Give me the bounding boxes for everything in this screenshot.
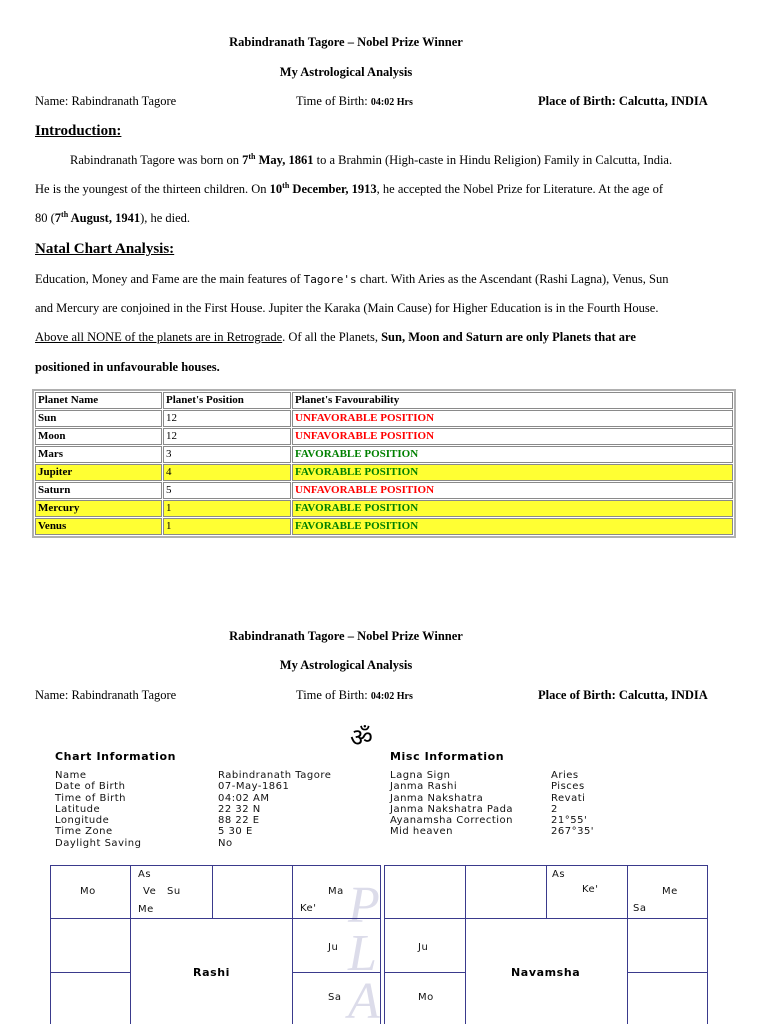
natal-text: chart. With Aries as the Ascendant (Rashi Lagna), Venus, Sun <box>359 272 669 286</box>
rashi-jupiter: Ju <box>328 942 339 953</box>
info-value: 22 32 N <box>218 803 261 815</box>
info-value: Revati <box>551 792 586 804</box>
ordinal: th <box>282 180 290 190</box>
info-value: 04:02 AM <box>218 792 270 804</box>
info-label: Daylight Saving <box>55 837 142 849</box>
info-label: Time Zone <box>55 826 113 838</box>
rashi-moon: Mo <box>80 886 96 897</box>
planet-status: UNFAVORABLE POSITION <box>292 428 733 445</box>
rashi-ketu: Ke' <box>300 903 317 914</box>
info-label: Latitude <box>55 803 101 815</box>
time-of-birth-label: Time of Birth: <box>296 94 368 108</box>
navamsha-mercury: Me <box>662 886 678 897</box>
planet-position: 4 <box>163 464 291 481</box>
info-label: Janma Rashi <box>390 781 458 793</box>
natal-chart-heading: Natal Chart Analysis: <box>35 241 175 257</box>
info-value: 07-May-1861 <box>218 781 290 793</box>
planet-name: Venus <box>35 518 162 535</box>
time-of-birth-label: Time of Birth: <box>296 688 368 702</box>
info-label: Lagna Sign <box>390 770 451 781</box>
rashi-saturn: Sa <box>328 992 342 1003</box>
watermark: P L A <box>348 877 380 1030</box>
planet-name: Mercury <box>35 500 162 517</box>
introduction-heading: Introduction: <box>35 123 122 139</box>
time-of-birth-value: 04:02 Hrs <box>370 97 413 108</box>
info-value: 2 <box>551 803 558 815</box>
planet-position: 3 <box>163 446 291 463</box>
rashi-venus: Ve <box>143 886 157 897</box>
info-value: Pisces <box>551 781 585 793</box>
planet-name: Jupiter <box>35 464 162 481</box>
name-label: Name: Rabindranath Tagore <box>35 94 177 108</box>
info-value: 267°35' <box>551 826 595 838</box>
info-label: Ayanamsha Correction <box>390 815 514 827</box>
rashi-ascendant: As <box>138 869 152 880</box>
header-planet-name: Planet Name <box>35 392 162 409</box>
rashi-title: Rashi <box>193 966 231 979</box>
nobel-date: December, 1913 <box>292 182 377 196</box>
planet-status: FAVORABLE POSITION <box>292 446 733 463</box>
retrograde-note: Above all NONE of the planets are in Retrograde <box>35 330 283 344</box>
page2-subtitle: My Astrological Analysis <box>279 658 413 672</box>
natal-line-4: positioned in unfavourable houses. <box>35 360 220 374</box>
planet-name: Sun <box>35 410 162 427</box>
info-label: Janma Nakshatra Pada <box>390 803 514 815</box>
time-of-birth-value: 04:02 Hrs <box>370 691 413 702</box>
om-icon: ॐ <box>350 723 373 752</box>
planet-status: FAVORABLE POSITION <box>292 518 733 535</box>
planet-status: UNFAVORABLE POSITION <box>292 410 733 427</box>
planet-status: FAVORABLE POSITION <box>292 464 733 481</box>
info-value: 5 30 E <box>218 826 253 838</box>
planet-name: Moon <box>35 428 162 445</box>
info-value: Aries <box>551 770 579 781</box>
info-label: Mid heaven <box>390 826 453 838</box>
death-day: 7 <box>54 211 62 225</box>
info-label: Time of Birth <box>55 792 126 804</box>
planet-status: FAVORABLE POSITION <box>292 500 733 517</box>
place-of-birth: Place of Birth: Calcutta, INDIA <box>538 94 708 108</box>
rashi-mars: Ma <box>328 886 344 897</box>
navamsha-ketu: Ke' <box>582 884 599 895</box>
planet-position: 5 <box>163 482 291 499</box>
natal-bold-text: Sun, Moon and Saturn are only Planets that are <box>381 330 636 344</box>
navamsha-jupiter: Ju <box>418 942 429 953</box>
info-label: Name <box>55 770 87 781</box>
rashi-sun: Su <box>167 886 181 897</box>
natal-line-2: and Mercury are conjoined in the First House. Jupiter the Karaka (Main Cause) for Higher Education is in the Fourth House. <box>35 301 659 315</box>
page-title: Rabindranath Tagore – Nobel Prize Winner <box>229 35 463 49</box>
navamsha-moon: Mo <box>418 992 434 1003</box>
info-value: Rabindranath Tagore <box>218 770 332 781</box>
navamsha-title: Navamsha <box>511 966 581 979</box>
page-subtitle: My Astrological Analysis <box>279 65 413 79</box>
intro-text: He is the youngest of the thirteen children. On <box>35 182 267 196</box>
info-value: 21°55' <box>551 815 588 827</box>
natal-text: Education, Money and Fame are the main features of <box>35 272 301 286</box>
birth-date: May, 1861 <box>258 153 314 167</box>
rashi-mercury: Me <box>138 904 154 915</box>
navamsha-ascendant: As <box>552 869 566 880</box>
death-date: August, 1941 <box>70 211 141 225</box>
nobel-day: 10 <box>269 182 283 196</box>
page2-place-of-birth: Place of Birth: Calcutta, INDIA <box>538 688 708 702</box>
info-value: 88 22 E <box>218 815 260 827</box>
planet-position: 1 <box>163 518 291 535</box>
natal-text: . Of all the Planets, <box>282 330 378 344</box>
birth-day: 7 <box>242 153 249 167</box>
intro-text: Rabindranath Tagore was born on <box>70 153 239 167</box>
navamsha-saturn: Sa <box>633 903 647 914</box>
header-planet-favourability: Planet's Favourability <box>292 392 733 409</box>
intro-text: , he accepted the Nobel Prize for Literature. At the age of <box>376 182 663 196</box>
intro-text: 80 ( <box>35 211 55 225</box>
chart-info-heading: Chart Information <box>55 750 177 763</box>
page2-name-label: Name: Rabindranath Tagore <box>35 688 177 702</box>
planet-name: Saturn <box>35 482 162 499</box>
info-label: Date of Birth <box>55 781 126 793</box>
info-value: No <box>218 837 233 849</box>
planet-name: Mars <box>35 446 162 463</box>
planet-position: 12 <box>163 428 291 445</box>
page2-title: Rabindranath Tagore – Nobel Prize Winner <box>229 629 463 643</box>
ordinal: th <box>248 151 256 161</box>
planet-position: 1 <box>163 500 291 517</box>
intro-text: ), he died. <box>140 211 191 225</box>
info-label: Longitude <box>55 815 110 827</box>
planet-position: 12 <box>163 410 291 427</box>
info-label: Janma Nakshatra <box>390 792 484 804</box>
header-planet-position: Planet's Position <box>163 392 291 409</box>
misc-info-heading: Misc Information <box>390 750 505 763</box>
tagore-name: Tagore's <box>303 273 357 286</box>
planet-status: UNFAVORABLE POSITION <box>292 482 733 499</box>
intro-text: to a Brahmin (High-caste in Hindu Religion) Family in Calcutta, India. <box>316 153 673 167</box>
ordinal: th <box>61 209 69 219</box>
